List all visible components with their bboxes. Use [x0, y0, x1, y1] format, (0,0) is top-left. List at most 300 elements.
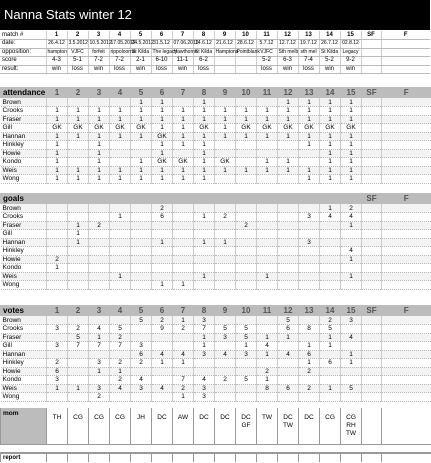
stat-cell	[68, 98, 89, 107]
stat-cell	[236, 149, 257, 158]
stat-cell	[382, 376, 431, 385]
stat-cell: 7	[68, 342, 89, 351]
header-row	[0, 57, 430, 66]
stat-cell: 1	[152, 359, 173, 368]
stat-cell	[47, 247, 68, 256]
stat-cell	[278, 149, 299, 158]
player-row	[1, 272, 431, 281]
stat-cell: 4	[278, 350, 299, 359]
stat-cell	[382, 166, 431, 175]
stat-cell: 1	[173, 132, 194, 141]
stat-cell	[382, 342, 431, 351]
stat-cell	[89, 247, 110, 256]
header-cell	[361, 48, 381, 57]
stat-cell: 1	[152, 166, 173, 175]
match-number: 3	[89, 305, 110, 316]
stat-cell	[382, 230, 431, 239]
stat-cell: 1	[257, 272, 278, 281]
stat-cell	[152, 230, 173, 239]
header-cell: win	[130, 65, 151, 74]
player-name: Gill	[1, 230, 47, 239]
mom-cell: CG	[110, 408, 131, 444]
header-cell: win	[172, 65, 193, 74]
match-number	[257, 193, 278, 204]
stat-cell	[215, 98, 236, 107]
header-cell: 15	[340, 31, 361, 40]
mom-cell: DC	[215, 408, 236, 444]
stat-cell: 1	[89, 166, 110, 175]
stat-cell: 1	[257, 115, 278, 124]
stat-cell	[131, 141, 152, 150]
stat-cell	[89, 376, 110, 385]
stat-cell: 1	[341, 272, 362, 281]
stat-cell	[257, 149, 278, 158]
match-number	[236, 193, 257, 204]
player-name: Hannan	[1, 350, 47, 359]
stat-cell: 8	[257, 384, 278, 393]
player-name: Weis	[1, 272, 47, 281]
player-name: Brown	[1, 316, 47, 325]
stat-cell	[173, 204, 194, 213]
mom-row	[1, 408, 431, 444]
stat-cell: 1	[320, 132, 341, 141]
stat-cell	[131, 367, 152, 376]
mom-cell: TW	[257, 408, 278, 444]
report-cell	[362, 453, 382, 462]
stat-cell	[299, 204, 320, 213]
stat-cell: 1	[173, 141, 194, 150]
stat-cell: 8	[299, 325, 320, 334]
header-cell: 14.6.12	[193, 40, 214, 49]
report-cell	[236, 453, 257, 462]
stat-cell	[236, 264, 257, 273]
report-cell	[47, 453, 68, 462]
stat-cell	[299, 376, 320, 385]
stat-cell	[278, 393, 299, 402]
stat-cell: 1	[299, 115, 320, 124]
header-cell: 5-2	[256, 57, 277, 66]
stat-cell	[362, 115, 382, 124]
stat-cell: 1	[320, 107, 341, 116]
stat-cell: 1	[299, 359, 320, 368]
stat-cell	[362, 230, 382, 239]
stat-cell	[362, 325, 382, 334]
header-cell	[214, 65, 235, 74]
stat-cell	[152, 376, 173, 385]
report-label: report	[1, 453, 47, 462]
stat-cell: 1	[341, 359, 362, 368]
stat-cell	[299, 149, 320, 158]
stat-cell: 2	[89, 393, 110, 402]
header-cell: 5-1	[67, 57, 88, 66]
stat-cell: 4	[320, 213, 341, 222]
header-cell: win	[319, 65, 340, 74]
stat-cell	[152, 264, 173, 273]
stat-cell: 1	[320, 149, 341, 158]
stat-cell: 1	[341, 98, 362, 107]
player-row	[1, 213, 431, 222]
match-number: 10	[236, 87, 257, 98]
stat-cell	[341, 342, 362, 351]
stat-cell: 4	[110, 384, 131, 393]
stat-cell	[89, 230, 110, 239]
stat-cell: 1	[341, 166, 362, 175]
stat-cell: 5	[236, 333, 257, 342]
header-cell: Legacy	[340, 48, 361, 57]
player-name: Howie	[1, 149, 47, 158]
stat-cell	[131, 333, 152, 342]
stat-cell: 2	[341, 204, 362, 213]
stat-cell: 2	[110, 333, 131, 342]
stat-cell	[68, 316, 89, 325]
stat-cell: 1	[152, 107, 173, 116]
header-cell: win	[277, 65, 298, 74]
header-cell: win	[46, 65, 67, 74]
stat-cell	[173, 264, 194, 273]
header-cell: F	[381, 31, 430, 40]
stat-cell: 1	[194, 98, 215, 107]
match-number: 4	[110, 305, 131, 316]
report-cell	[194, 453, 215, 462]
header-cell: 2-1	[130, 57, 151, 66]
stat-cell: 1	[194, 149, 215, 158]
header-cell: St Kilda	[131, 48, 150, 55]
stat-cell	[194, 221, 215, 230]
stat-cell	[236, 359, 257, 368]
player-row	[1, 98, 431, 107]
stat-cell	[47, 281, 68, 290]
stat-cell	[278, 221, 299, 230]
mom-cell	[382, 408, 431, 444]
stat-cell: 2	[215, 213, 236, 222]
stat-cell	[382, 238, 431, 247]
stat-cell	[341, 376, 362, 385]
stat-cell	[68, 204, 89, 213]
mom-cell: DC	[194, 408, 215, 444]
stat-cell: 1	[320, 141, 341, 150]
stat-cell	[278, 376, 299, 385]
stat-cell	[382, 393, 431, 402]
stat-cell	[236, 281, 257, 290]
stat-cell	[278, 247, 299, 256]
stat-cell	[320, 376, 341, 385]
stat-cell: GK	[152, 132, 173, 141]
stat-cell: 5	[110, 325, 131, 334]
player-name: Fraser	[1, 221, 47, 230]
attendance-section-header	[1, 87, 431, 98]
header-cell: 5.7.12	[256, 40, 277, 49]
match-number: 3	[89, 87, 110, 98]
stat-cell: 1	[278, 115, 299, 124]
stat-cell: GK	[257, 124, 278, 133]
stat-cell	[278, 264, 299, 273]
stat-cell	[215, 175, 236, 184]
stat-cell	[278, 359, 299, 368]
player-row	[1, 384, 431, 393]
stat-cell	[131, 149, 152, 158]
stat-cell: 1	[89, 149, 110, 158]
stat-cell	[110, 158, 131, 167]
stat-cell: 2	[215, 376, 236, 385]
header-row-label: score	[0, 57, 46, 66]
stat-cell	[382, 264, 431, 273]
stat-cell: 1	[341, 175, 362, 184]
player-name: Weis	[1, 384, 47, 393]
stat-cell: GK	[299, 124, 320, 133]
stat-cell: 2	[89, 221, 110, 230]
header-cell: win	[340, 65, 361, 74]
stat-cell	[215, 247, 236, 256]
stat-cell	[382, 359, 431, 368]
stat-cell	[110, 230, 131, 239]
stat-cell: 1	[320, 384, 341, 393]
stat-cell	[236, 204, 257, 213]
player-row	[1, 333, 431, 342]
stat-cell	[257, 230, 278, 239]
stat-cell	[194, 359, 215, 368]
player-name: Kondo	[1, 376, 47, 385]
stat-cell	[362, 124, 382, 133]
stat-cell: 1	[278, 98, 299, 107]
stat-cell: 1	[47, 384, 68, 393]
stat-cell: 1	[47, 149, 68, 158]
header-row	[0, 40, 430, 49]
stat-cell	[362, 158, 382, 167]
stat-cell	[215, 384, 236, 393]
stat-cell: 1	[194, 238, 215, 247]
stat-cell	[382, 272, 431, 281]
match-number: 5	[131, 87, 152, 98]
stat-cell	[110, 393, 131, 402]
player-name: Crooks	[1, 325, 47, 334]
stat-cell	[382, 325, 431, 334]
header-row-label: result:	[0, 65, 46, 74]
player-name: Wong	[1, 393, 47, 402]
header-cell	[381, 57, 430, 66]
player-name: Wong	[1, 175, 47, 184]
stat-cell: 2	[110, 376, 131, 385]
stat-cell	[278, 238, 299, 247]
stat-cell	[341, 325, 362, 334]
player-name: Weis	[1, 166, 47, 175]
mom-cell: DC TW	[278, 408, 299, 444]
player-name: Hannan	[1, 132, 47, 141]
stat-cell	[299, 158, 320, 167]
stat-cell: 1	[320, 204, 341, 213]
report-cell	[341, 453, 362, 462]
header-cell: Hawthorne	[173, 48, 198, 55]
stat-cell: 1	[194, 272, 215, 281]
header-row	[0, 31, 430, 40]
player-name: Fraser	[1, 333, 47, 342]
player-row	[1, 367, 431, 376]
player-name: Fraser	[1, 115, 47, 124]
stat-cell: 1	[341, 255, 362, 264]
stat-cell: 4	[341, 247, 362, 256]
stat-cell	[236, 158, 257, 167]
stat-cell: GK	[341, 124, 362, 133]
stat-cell	[47, 238, 68, 247]
goals-table	[0, 193, 431, 290]
stat-cell: 3	[89, 359, 110, 368]
stat-cell	[320, 281, 341, 290]
header-cell: 24.5.2012	[131, 40, 154, 47]
stat-cell	[236, 247, 257, 256]
stat-cell: 3	[131, 384, 152, 393]
stat-cell: 1	[236, 107, 257, 116]
stat-cell	[194, 247, 215, 256]
stat-cell: 1	[68, 115, 89, 124]
stat-cell	[382, 333, 431, 342]
header-cell: The legacy	[152, 48, 177, 55]
header-cell: Hamptons	[215, 48, 239, 55]
stat-cell	[47, 333, 68, 342]
stat-cell	[278, 204, 299, 213]
player-row	[1, 132, 431, 141]
stat-cell: 2	[68, 325, 89, 334]
stat-cell	[362, 333, 382, 342]
stat-cell	[278, 272, 299, 281]
stat-cell	[257, 264, 278, 273]
stat-cell	[236, 393, 257, 402]
player-row	[1, 158, 431, 167]
stat-cell	[257, 393, 278, 402]
mom-cell: CG RH TW	[341, 408, 362, 444]
stat-cell	[152, 255, 173, 264]
player-row	[1, 350, 431, 359]
stat-cell: 1	[320, 175, 341, 184]
stat-cell	[68, 149, 89, 158]
stat-cell: 4	[341, 213, 362, 222]
stat-cell: 1	[110, 166, 131, 175]
stat-cell: 4	[194, 376, 215, 385]
stat-cell	[173, 272, 194, 281]
stat-cell	[362, 98, 382, 107]
stat-cell	[278, 342, 299, 351]
stat-cell: 5	[236, 376, 257, 385]
mom-cell: JH	[131, 408, 152, 444]
mom-cell: CG	[320, 408, 341, 444]
header-cell: 14	[319, 31, 340, 40]
stat-cell: 1	[68, 230, 89, 239]
header-cell: 11-1	[172, 57, 193, 66]
stat-cell: 1	[47, 264, 68, 273]
stat-cell: 1	[299, 166, 320, 175]
stat-cell	[382, 115, 431, 124]
player-row	[1, 316, 431, 325]
stat-cell: 1	[194, 213, 215, 222]
match-number: 4	[110, 87, 131, 98]
header-cell	[361, 57, 381, 66]
stat-cell: 1	[278, 166, 299, 175]
stat-cell: 1	[89, 175, 110, 184]
stat-cell: 1	[89, 367, 110, 376]
header-cell: Sth melb	[278, 48, 299, 55]
stat-cell: 1	[299, 132, 320, 141]
player-row	[1, 264, 431, 273]
match-number	[278, 193, 299, 204]
stat-cell: 2	[299, 367, 320, 376]
stat-cell: 4	[89, 325, 110, 334]
stat-cell: 2	[320, 316, 341, 325]
stat-cell	[362, 350, 382, 359]
stat-cell	[257, 325, 278, 334]
header-cell: 7	[172, 31, 193, 40]
header-cell: 26.4.12	[46, 40, 67, 49]
stat-cell	[341, 367, 362, 376]
stat-cell	[362, 255, 382, 264]
stat-cell	[131, 393, 152, 402]
stat-cell: 1	[131, 98, 152, 107]
stat-cell	[299, 221, 320, 230]
stat-cell: 1	[257, 158, 278, 167]
header-cell: 19.7.12	[298, 40, 319, 49]
match-number: 13	[299, 305, 320, 316]
stat-cell	[362, 247, 382, 256]
stat-cell: 1	[215, 132, 236, 141]
match-number: 2	[68, 305, 89, 316]
match-number	[89, 193, 110, 204]
stat-cell: 1	[236, 166, 257, 175]
stat-cell	[215, 367, 236, 376]
stat-cell	[299, 316, 320, 325]
stat-cell: 1	[173, 124, 194, 133]
mom-cell: DC	[299, 408, 320, 444]
stat-cell	[110, 255, 131, 264]
stat-cell	[215, 272, 236, 281]
match-number	[320, 193, 341, 204]
header-cell: 9-2	[340, 57, 361, 66]
stat-cell	[89, 255, 110, 264]
match-number	[299, 193, 320, 204]
mom-cell: AW	[173, 408, 194, 444]
stat-cell: 3	[89, 384, 110, 393]
report-cell	[257, 453, 278, 462]
report-cell	[89, 453, 110, 462]
stat-cell	[89, 238, 110, 247]
stat-cell: 5	[320, 325, 341, 334]
stat-cell	[320, 255, 341, 264]
header-cell: 7-2	[88, 57, 109, 66]
stat-cell	[382, 350, 431, 359]
stat-cell: 3	[299, 213, 320, 222]
stat-cell	[173, 367, 194, 376]
stat-cell: 2	[173, 325, 194, 334]
match-number: 2	[68, 87, 89, 98]
mom-label: mom	[1, 408, 47, 444]
stat-cell	[299, 281, 320, 290]
stat-cell	[110, 281, 131, 290]
stat-cell: 1	[194, 158, 215, 167]
stat-cell: 3	[194, 384, 215, 393]
stat-cell	[173, 333, 194, 342]
stat-cell	[320, 264, 341, 273]
stat-cell: GK	[131, 124, 152, 133]
stat-cell	[68, 359, 89, 368]
stat-cell: GK	[152, 158, 173, 167]
stat-cell: 4	[257, 342, 278, 351]
match-number: 7	[173, 87, 194, 98]
player-name: Gill	[1, 342, 47, 351]
match-number	[152, 193, 173, 204]
stat-cell	[152, 333, 173, 342]
player-name: Hannan	[1, 238, 47, 247]
stat-cell	[362, 281, 382, 290]
stat-cell	[236, 272, 257, 281]
header-cell: loss	[151, 65, 172, 74]
stat-cell	[89, 350, 110, 359]
page-title: Nanna Stats winter 12	[0, 0, 430, 30]
